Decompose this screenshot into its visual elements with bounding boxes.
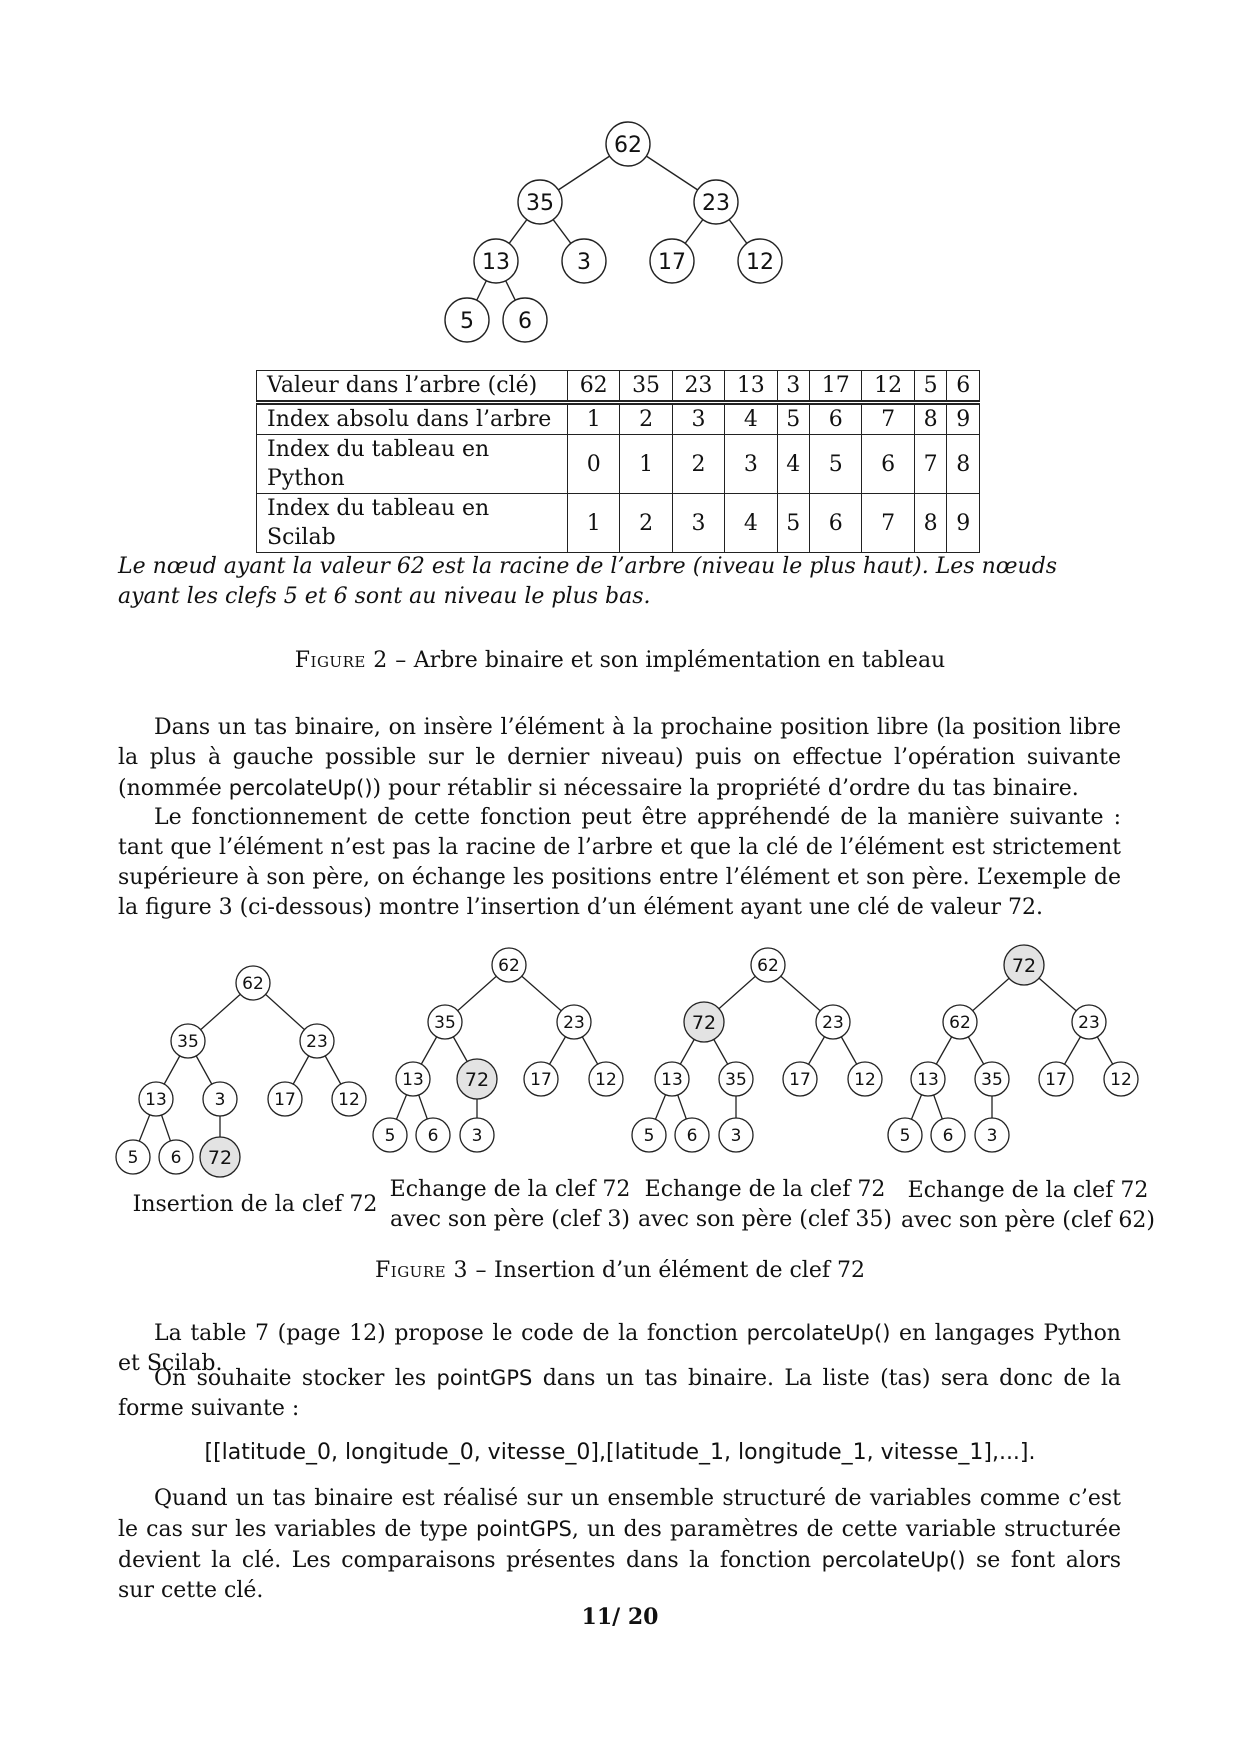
heap-array-table xyxy=(256,370,980,553)
table-cell: 7 xyxy=(862,403,914,435)
fig3-tree3-node-12 xyxy=(848,1062,882,1096)
table-cell: 6 xyxy=(810,494,862,553)
svg-text:12: 12 xyxy=(1110,1070,1132,1091)
table-row xyxy=(257,435,980,494)
svg-text:23: 23 xyxy=(563,1013,585,1034)
fig3-tree1-node-35 xyxy=(171,1024,205,1058)
svg-text:35: 35 xyxy=(725,1070,747,1091)
paragraph-pointgps-heap: On souhaite stocker les pointGPS dans un tas binaire. La liste (tas) sera donc de la forme suivante : xyxy=(118,1366,1122,1421)
fig3-tree2-node-3 xyxy=(460,1118,494,1152)
fig3-tree2-node-17 xyxy=(524,1062,558,1096)
figure3-caption-text: Insertion d’un élément de clef 72 xyxy=(494,1258,865,1283)
fig3-tree1-node-13 xyxy=(139,1082,173,1116)
svg-text:5: 5 xyxy=(643,1126,655,1147)
fig3-tree2-node-5 xyxy=(373,1118,407,1152)
svg-text:12: 12 xyxy=(854,1070,876,1091)
fig3-tree2-node-23 xyxy=(557,1005,591,1039)
svg-text:35: 35 xyxy=(177,1032,199,1053)
svg-text:72: 72 xyxy=(207,1146,233,1169)
table-cell: 1 xyxy=(620,435,672,494)
fig3-tree1-node-3 xyxy=(203,1082,237,1116)
table-row-label: Index absolu dans l’arbre xyxy=(257,403,568,435)
table-cell: 5 xyxy=(914,371,947,403)
svg-text:62: 62 xyxy=(498,956,520,977)
table-row xyxy=(257,371,980,403)
svg-text:35: 35 xyxy=(434,1013,456,1034)
table-cell: 2 xyxy=(620,494,672,553)
figure3-subcaption-1: Insertion de la clef 72 xyxy=(132,1192,378,1217)
svg-text:3: 3 xyxy=(986,1126,998,1147)
heap-list-form: [[latitude_0, longitude_0, vitesse_0],[latitude_1, longitude_1, vitesse_1],...]. xyxy=(204,1440,1036,1465)
svg-text:62: 62 xyxy=(757,956,779,977)
fig3-tree4-node-5 xyxy=(888,1118,922,1152)
table-cell: 3 xyxy=(777,371,810,403)
figure2-tree xyxy=(0,0,1240,360)
svg-text:23: 23 xyxy=(306,1032,328,1053)
svg-text:72: 72 xyxy=(1011,954,1037,977)
fig3-tree3-node-6 xyxy=(675,1118,709,1152)
svg-text:5: 5 xyxy=(127,1148,139,1169)
table-cell: 1 xyxy=(568,494,620,553)
svg-text:13: 13 xyxy=(661,1070,683,1091)
table-cell: 6 xyxy=(862,435,914,494)
fig3-tree1-node-72 xyxy=(200,1137,240,1177)
svg-text:12: 12 xyxy=(338,1090,360,1111)
table-cell: 2 xyxy=(672,435,724,494)
fig2-node-5 xyxy=(445,298,489,342)
table-cell: 17 xyxy=(810,371,862,403)
svg-text:35: 35 xyxy=(981,1070,1003,1091)
paragraph-percolate-description: Le fonctionnement de cette fonction peut être appréhendé de la manière suivante : tant que l’élément n’est pas la racine de l’arbre et que la clé de l’élément est strictement supérieure à son père, on échange les positions entre l’élément et son père. L’exemple de la figure 3 (ci-dessous) montre l’insertion d’un élément ayant une clé de valeur 72. xyxy=(118,805,1121,920)
svg-text:5: 5 xyxy=(899,1126,911,1147)
svg-text:62: 62 xyxy=(614,132,642,158)
figure2-caption xyxy=(0,648,1240,673)
table-cell: 5 xyxy=(777,403,810,435)
fig3-tree2-node-35 xyxy=(428,1005,462,1039)
fig3-tree3-node-17 xyxy=(783,1062,817,1096)
table-row xyxy=(257,494,980,553)
svg-text:5: 5 xyxy=(460,308,474,334)
fig3-tree4-node-35 xyxy=(975,1062,1009,1096)
page-number: 11/ 20 xyxy=(581,1604,659,1630)
fig3-tree4-node-12 xyxy=(1104,1062,1138,1096)
table-cell: 6 xyxy=(947,371,980,403)
fig3-tree2-node-12 xyxy=(589,1062,623,1096)
fig3-tree4-node-6 xyxy=(931,1118,965,1152)
svg-text:17: 17 xyxy=(789,1070,811,1091)
table-row-label: Index du tableau en Scilab xyxy=(257,494,568,553)
figure3-subcaption-3: Echange de la clef 72 avec son père (clef 35) xyxy=(638,1177,892,1232)
table-row xyxy=(257,403,980,435)
fig2-node-3 xyxy=(562,239,606,283)
svg-text:6: 6 xyxy=(942,1126,954,1147)
table-cell: 5 xyxy=(777,494,810,553)
figure2-caption-text: Arbre binaire et son implémentation en tableau xyxy=(413,648,946,673)
fig3-tree1-node-5 xyxy=(116,1140,150,1174)
svg-text:3: 3 xyxy=(471,1126,483,1147)
paragraph-table7-reference: La table 7 (page 12) propose le code de la fonction percolateUp() en langages Python et Scilab. xyxy=(118,1321,1121,1376)
fig3-tree1-node-12 xyxy=(332,1082,366,1116)
figure3-caption xyxy=(0,1258,1240,1283)
svg-text:72: 72 xyxy=(691,1011,717,1034)
svg-text:17: 17 xyxy=(1045,1070,1067,1091)
fig2-node-23 xyxy=(694,180,738,224)
svg-text:13: 13 xyxy=(145,1090,167,1111)
svg-text:6: 6 xyxy=(427,1126,439,1147)
percolateup-code: percolateUp() xyxy=(228,776,373,800)
svg-text:13: 13 xyxy=(482,249,510,275)
table-cell: 1 xyxy=(568,403,620,435)
table-cell: 9 xyxy=(947,494,980,553)
fig2-node-62 xyxy=(606,122,650,166)
table-cell: 13 xyxy=(725,371,777,403)
table-cell: 7 xyxy=(862,494,914,553)
svg-text:17: 17 xyxy=(274,1090,296,1111)
fig2-node-35 xyxy=(518,180,562,224)
fig3-tree3-node-23 xyxy=(816,1005,850,1039)
table-cell: 62 xyxy=(568,371,620,403)
svg-text:12: 12 xyxy=(746,249,774,275)
svg-text:17: 17 xyxy=(658,249,686,275)
fig3-tree3-node-5 xyxy=(632,1118,666,1152)
fig3-tree1-node-6 xyxy=(159,1140,193,1174)
fig3-tree4-node-3 xyxy=(975,1118,1009,1152)
table-cell: 9 xyxy=(947,403,980,435)
fig2-node-12 xyxy=(738,239,782,283)
table-cell: 23 xyxy=(672,371,724,403)
fig3-tree3-node-13 xyxy=(655,1062,689,1096)
fig3-tree4-node-23 xyxy=(1072,1005,1106,1039)
figure3-trees xyxy=(0,940,1240,1190)
table-cell: 0 xyxy=(568,435,620,494)
paragraph-structured-key: Quand un tas binaire est réalisé sur un ensemble structuré de variables comme c’est le cas sur les variables de type pointGPS, un des paramètres de cette variable structurée devient la clé. Les comparaisons présentes dans la fonction percolateUp() se font alors sur cette clé. xyxy=(118,1486,1122,1603)
svg-text:72: 72 xyxy=(464,1068,490,1091)
table-cell: 4 xyxy=(725,494,777,553)
svg-text:6: 6 xyxy=(518,308,532,334)
table-cell: 4 xyxy=(777,435,810,494)
table-cell: 6 xyxy=(810,403,862,435)
svg-text:6: 6 xyxy=(686,1126,698,1147)
fig3-tree3-node-62 xyxy=(751,948,785,982)
fig3-tree3-node-35 xyxy=(719,1062,753,1096)
table-cell: 8 xyxy=(947,435,980,494)
table-row-label: Index du tableau en Python xyxy=(257,435,568,494)
figure3-subcaption-2: Echange de la clef 72 avec son père (clef 3) xyxy=(389,1177,631,1232)
svg-text:13: 13 xyxy=(917,1070,939,1091)
svg-text:62: 62 xyxy=(242,974,264,995)
fig2-node-13 xyxy=(474,239,518,283)
svg-text:23: 23 xyxy=(822,1013,844,1034)
table-cell: 2 xyxy=(620,403,672,435)
table-cell: 3 xyxy=(672,494,724,553)
table-row-label: Valeur dans l’arbre (clé) xyxy=(257,371,568,403)
table-cell: 8 xyxy=(914,403,947,435)
svg-text:6: 6 xyxy=(170,1148,182,1169)
figure2-caption-label: Figure 2 – xyxy=(294,648,407,673)
figure3-caption-label: Figure 3 – xyxy=(375,1258,488,1283)
svg-text:62: 62 xyxy=(949,1013,971,1034)
table-cell: 7 xyxy=(914,435,947,494)
figure2-note: Le nœud ayant la valeur 62 est la racine de l’arbre (niveau le plus haut). Les nœuds ayant les clefs 5 et 6 sont au niveau le plus bas. xyxy=(118,554,1058,609)
fig3-tree4-node-13 xyxy=(911,1062,945,1096)
fig3-tree2-node-13 xyxy=(396,1062,430,1096)
fig2-node-6 xyxy=(503,298,547,342)
svg-text:3: 3 xyxy=(577,249,591,275)
paragraph-heap-insertion: Dans un tas binaire, on insère l’élément à la prochaine position libre (la position libre la plus à gauche possible sur le dernier niveau) puis on effectue l’opération suivante (nommée percolateUp()) pour rétablir si nécessaire la propriété d’ordre du tas binaire. xyxy=(118,715,1121,801)
svg-text:3: 3 xyxy=(730,1126,742,1147)
svg-text:13: 13 xyxy=(402,1070,424,1091)
table-cell: 5 xyxy=(810,435,862,494)
svg-text:12: 12 xyxy=(595,1070,617,1091)
fig3-tree1-node-62 xyxy=(236,966,270,1000)
fig3-tree2-node-72 xyxy=(457,1059,497,1099)
table-cell: 3 xyxy=(725,435,777,494)
svg-text:5: 5 xyxy=(384,1126,396,1147)
svg-text:17: 17 xyxy=(530,1070,552,1091)
table-cell: 35 xyxy=(620,371,672,403)
fig3-tree1-node-17 xyxy=(268,1082,302,1116)
fig3-tree4-node-62 xyxy=(943,1005,977,1039)
table-cell: 12 xyxy=(862,371,914,403)
fig3-tree1-node-23 xyxy=(300,1024,334,1058)
fig3-tree2-node-62 xyxy=(492,948,526,982)
svg-text:35: 35 xyxy=(526,190,554,216)
svg-text:3: 3 xyxy=(214,1090,226,1111)
fig3-tree2-node-6 xyxy=(416,1118,450,1152)
fig3-tree4-node-72 xyxy=(1004,945,1044,985)
svg-text:23: 23 xyxy=(702,190,730,216)
fig3-tree3-node-3 xyxy=(719,1118,753,1152)
fig3-tree3-node-72 xyxy=(684,1002,724,1042)
fig3-tree4-node-17 xyxy=(1039,1062,1073,1096)
table-cell: 4 xyxy=(725,403,777,435)
table-cell: 8 xyxy=(914,494,947,553)
table-cell: 3 xyxy=(672,403,724,435)
fig2-node-17 xyxy=(650,239,694,283)
figure3-subcaption-4: Echange de la clef 72 avec son père (clef 62) xyxy=(901,1178,1155,1233)
svg-text:23: 23 xyxy=(1078,1013,1100,1034)
